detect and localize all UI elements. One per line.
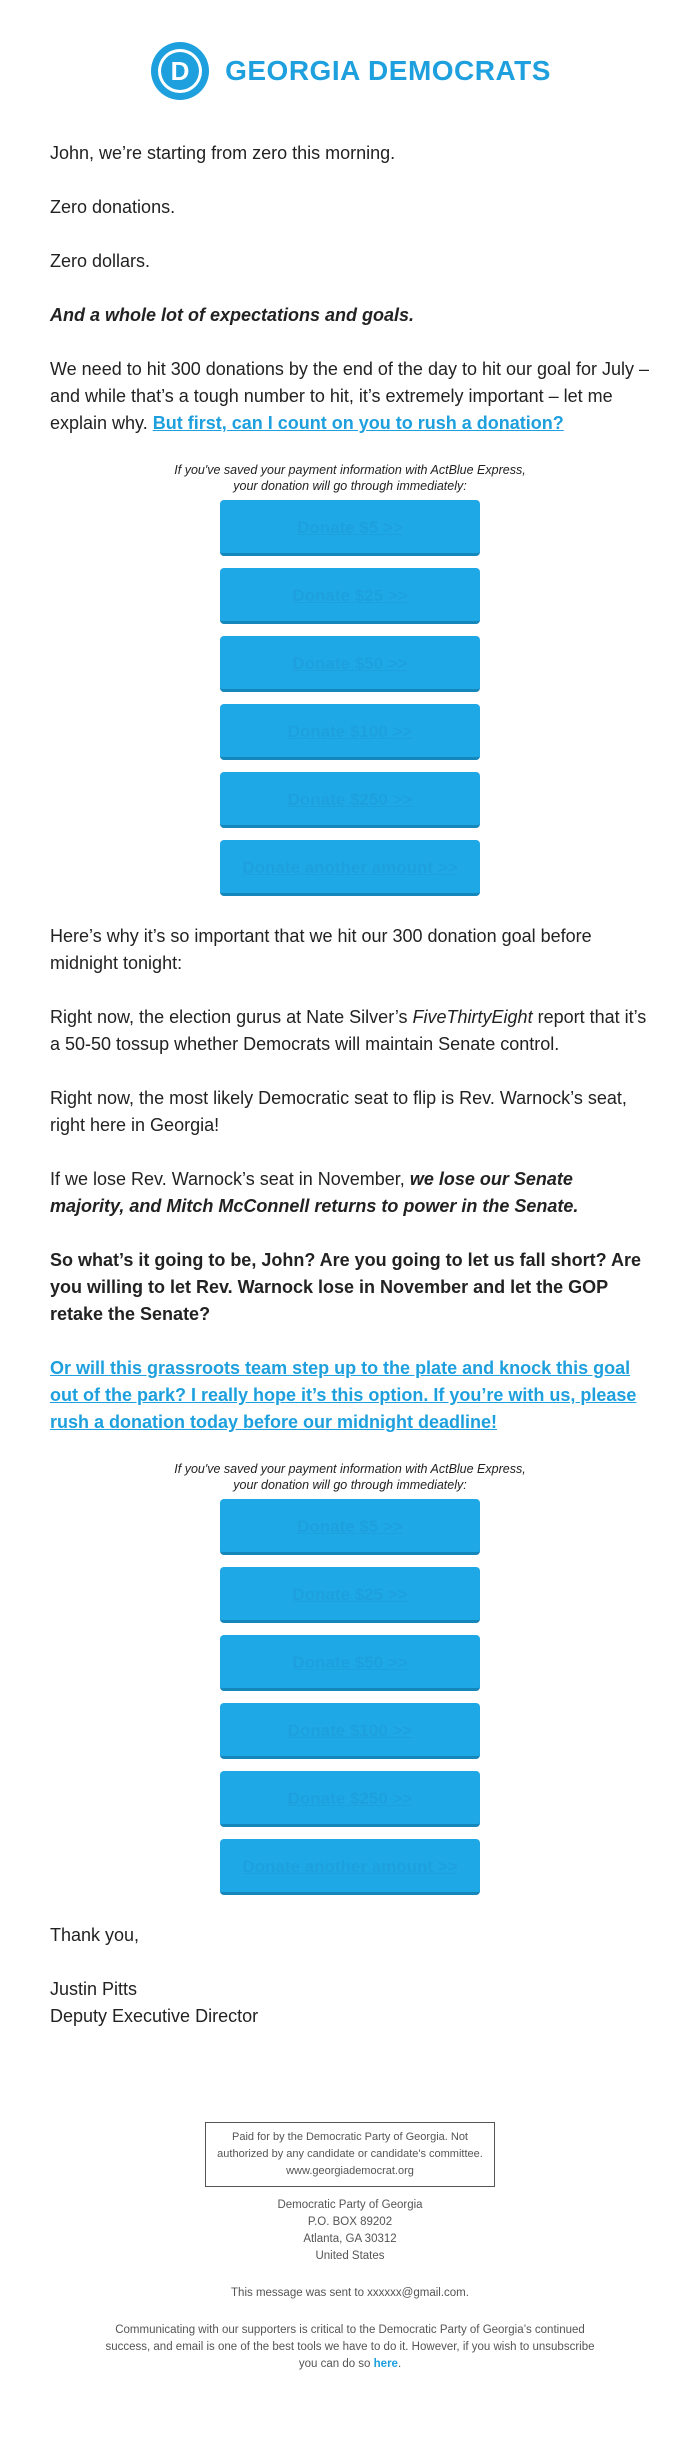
logo-letter: D [170, 56, 190, 86]
paragraph-question: So what’s it going to be, John? Are you going to let us fall short? Are you willing to let Rev. Warnock lose in November and let the GOP retake the Senate? [50, 1250, 642, 1324]
address-org: Democratic Party of Georgia [277, 2199, 423, 2211]
unsubscribe-end: . [397, 2358, 402, 2370]
goal-text: We need to hit 300 donations by the end of the day to hit our goal for July – and while that’s a tough number to hit, it’s extremely important – let me explain why. [50, 359, 650, 433]
rush-donation-link[interactable]: But first, can I count on you to rush a donation? [152, 413, 564, 433]
paid-for-disclaimer [205, 2122, 495, 2187]
paragraph-expectations: And a whole lot of expectations and goals. [50, 305, 415, 325]
donate-50-button-bottom[interactable]: Donate $50 >> [220, 1635, 480, 1691]
unsubscribe-notice [100, 2322, 600, 2373]
donate-other-button[interactable]: Donate another amount >> [220, 840, 480, 896]
paid-line2: authorized by any candidate or candidate's committee. [217, 2148, 483, 2160]
address-po-box: P.O. BOX 89202 [307, 2216, 393, 2228]
donate-25-button[interactable]: Donate $25 >> [220, 568, 480, 624]
donate-100-button[interactable]: Donate $100 >> [220, 704, 480, 760]
paragraph-fivethirtyeight [50, 1004, 650, 1058]
actblue-note-line1: If you've saved your payment information with ActBlue Express, [174, 463, 526, 477]
signer-title: Deputy Executive Director [50, 2006, 259, 2026]
signer [50, 1976, 650, 2030]
actblue-note-line2: your donation will go through immediately: [233, 479, 467, 493]
donate-other-button-bottom[interactable]: Donate another amount >> [220, 1839, 480, 1895]
paragraph-warnock-seat: Right now, the most likely Democratic seat to flip is Rev. Warnock’s seat, right here in Georgia! [50, 1088, 627, 1135]
georgia-democrats-logo [149, 40, 551, 102]
address-city: Atlanta, GA 30312 [303, 2233, 397, 2245]
unsubscribe-link[interactable]: here [373, 2358, 398, 2370]
email-body [50, 140, 650, 2057]
fte-name: FiveThirtyEight [412, 1007, 533, 1027]
paragraph-grassroots [50, 1355, 650, 1436]
mailing-address [0, 2197, 700, 2265]
paragraph-intro: John, we’re starting from zero this morning. [50, 143, 396, 163]
paragraph-why: Here’s why it’s so important that we hit our 300 donation goal before midnight tonight: [50, 926, 592, 973]
donate-block-top [50, 462, 650, 896]
email-footer [0, 2122, 700, 2373]
email-header [0, 36, 700, 106]
actblue-note-bottom-line2: your donation will go through immediately: [233, 1478, 467, 1492]
paid-line1: Paid for by the Democratic Party of Georgia. Not [232, 2131, 468, 2143]
donate-block-bottom [50, 1461, 650, 1895]
donate-100-button-bottom[interactable]: Donate $100 >> [220, 1703, 480, 1759]
lose-seat-before: If we lose Rev. Warnock’s seat in November, [50, 1169, 410, 1189]
donate-50-button[interactable]: Donate $50 >> [220, 636, 480, 692]
democrats-d-logo-icon [149, 40, 211, 102]
paragraph-zero-donations: Zero donations. [50, 197, 176, 217]
paragraph-goal [50, 356, 650, 437]
donate-5-button[interactable]: Donate $5 >> [220, 500, 480, 556]
unsubscribe-text: Communicating with our supporters is critical to the Democratic Party of Georgia’s continued success, and email is one of the best tools we have to do it. However, if you wish to unsubscribe you can do so [105, 2324, 595, 2370]
lose-seat-bold: we lose our Senate majority, and Mitch McConnell returns to power in the Senate. [50, 1169, 579, 1216]
sent-to-notice: This message was sent to xxxxxx@gmail.com. [231, 2287, 469, 2299]
logo-text: GEORGIA DEMOCRATS [225, 55, 551, 86]
paid-website: www.georgiademocrat.org [286, 2165, 414, 2177]
actblue-note [50, 462, 650, 494]
signature [50, 1922, 650, 2030]
paragraph-lose-seat [50, 1166, 650, 1220]
actblue-note-bottom-line1: If you've saved your payment information with ActBlue Express, [174, 1462, 526, 1476]
donate-250-button[interactable]: Donate $250 >> [220, 772, 480, 828]
signer-name: Justin Pitts [50, 1979, 138, 1999]
donate-5-button-bottom[interactable]: Donate $5 >> [220, 1499, 480, 1555]
donate-250-button-bottom[interactable]: Donate $250 >> [220, 1771, 480, 1827]
actblue-note-bottom [50, 1461, 650, 1493]
fte-before: Right now, the election gurus at Nate Silver’s [50, 1007, 413, 1027]
paragraph-zero-dollars: Zero dollars. [50, 251, 151, 271]
grassroots-donation-link[interactable]: Or will this grassroots team step up to the plate and knock this goal out of the park? I really hope it’s this option. If you’re with us, please rush a donation today before our midnight deadline! [50, 1358, 637, 1432]
donate-25-button-bottom[interactable]: Donate $25 >> [220, 1567, 480, 1623]
address-country: United States [315, 2250, 385, 2262]
closing: Thank you, [50, 1925, 140, 1945]
fte-after: report that it’s a 50-50 tossup whether Democrats will maintain Senate control. [50, 1007, 647, 1054]
